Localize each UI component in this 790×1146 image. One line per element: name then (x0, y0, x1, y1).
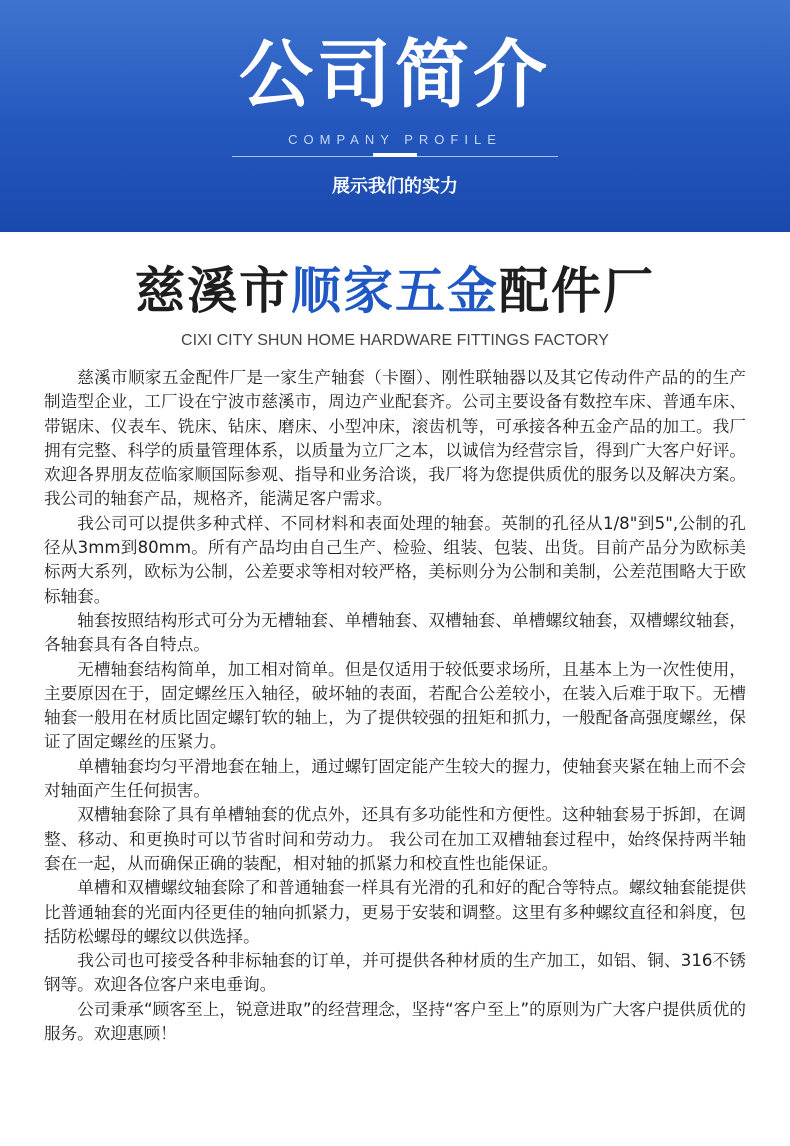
page-title: 公司简介 (239, 32, 551, 118)
header-banner (0, 0, 790, 232)
company-name-part1: 慈溪市 (135, 262, 291, 320)
paragraph-intro: 慈溪市顺家五金配件厂是一家生产轴套（卡圈）、刚性联轴器以及其它传动件产品的的生产制造型企业，工厂设在宁波市慈溪市，周边产业配套齐。公司主要设备有数控车床、普通车床、带锯床、仪表车、铣床、钻床、磨床、小型冲床，滚齿机等，可承接各种五金产品的加工。我厂拥有完整、科学的质量管理体系，以质量为立厂之本，以诚信为经营宗旨，得到广大客户好评。欢迎各界朋友莅临家顺国际参观、指导和业务洽谈，我厂将为您提供质优的服务以及解决方案。我公司的轴套产品，规格齐，能满足客户需求。 (44, 368, 746, 509)
company-name (0, 258, 790, 324)
paragraph-products: 我公司可以提供多种式样、不同材料和表面处理的轴套。英制的孔径从1/8"到5",公制的孔径从3mm到80mm。所有产品均由自己生产、检验、组装、包装、出货。目前产品分为欧标美标两大系列，欧标为公制，公差要求等相对较严格，美标则分为公制和美制，公差范围略大于欧标轴套。 (44, 513, 746, 606)
paragraph-no-groove: 无槽轴套结构简单，加工相对简单。但是仅适用于较低要求场所，且基本上为一次性使用，主要原因在于，固定螺丝压入轴径，破坏轴的表面，若配合公差较小，在装入后难于取下。无槽轴套一般用在材质比固定螺钉软的轴上，为了提供较强的扭矩和抓力，一般配备高强度螺丝，保证了固定螺丝的压紧力。 (44, 659, 746, 752)
paragraph-double-groove: 双槽轴套除了具有单槽轴套的优点外，还具有多功能性和方便性。这种轴套易于拆卸，在调整、移动、和更换时可以节省时间和劳动力。 我公司在加工双槽轴套过程中，始终保持两半轴套在一起，从而确保正确的装配，相对轴的抓紧力和校直性也能保证。 (44, 805, 746, 873)
company-english-name: CIXI CITY SHUN HOME HARDWARE FITTINGS FACTORY (181, 332, 609, 349)
divider-accent (373, 153, 417, 157)
paragraph-types: 轴套按照结构形式可分为无槽轴套、单槽轴套、双槽轴套、单槽螺纹轴套，双槽螺纹轴套，各轴套具有各自特点。 (44, 610, 746, 655)
company-name-part3: 配件厂 (499, 262, 655, 320)
tagline: 展示我们的实力 (332, 176, 458, 197)
paragraph-threaded: 单槽和双槽螺纹轴套除了和普通轴套一样具有光滑的孔和好的配合等特点。螺纹轴套能提供比普通轴套的光面内径更佳的轴向抓紧力，更易于安装和调整。这里有多种螺纹直径和斜度，包括防松螺母的螺纹以供选择。 (44, 878, 746, 946)
page-subtitle: COMPANY PROFILE (288, 132, 502, 147)
profile-content (44, 366, 746, 1046)
paragraph-custom: 我公司也可接受各种非标轴套的订单，并可提供各种材质的生产加工，如铝、铜、316不锈钢等。欢迎各位客户来电垂询。 (44, 951, 746, 995)
paragraph-single-groove: 单槽轴套均匀平滑地套在轴上，通过螺钉固定能产生较大的握力，使轴套夹紧在轴上而不会对轴面产生任何损害。 (44, 756, 746, 801)
paragraph-philosophy: 公司秉承“顾客至上，锐意进取”的经营理念，坚持“客户至上”的原则为广大客户提供质优的服务。欢迎惠顾！ (44, 999, 746, 1044)
company-name-highlight: 顺家五金 (291, 262, 499, 320)
